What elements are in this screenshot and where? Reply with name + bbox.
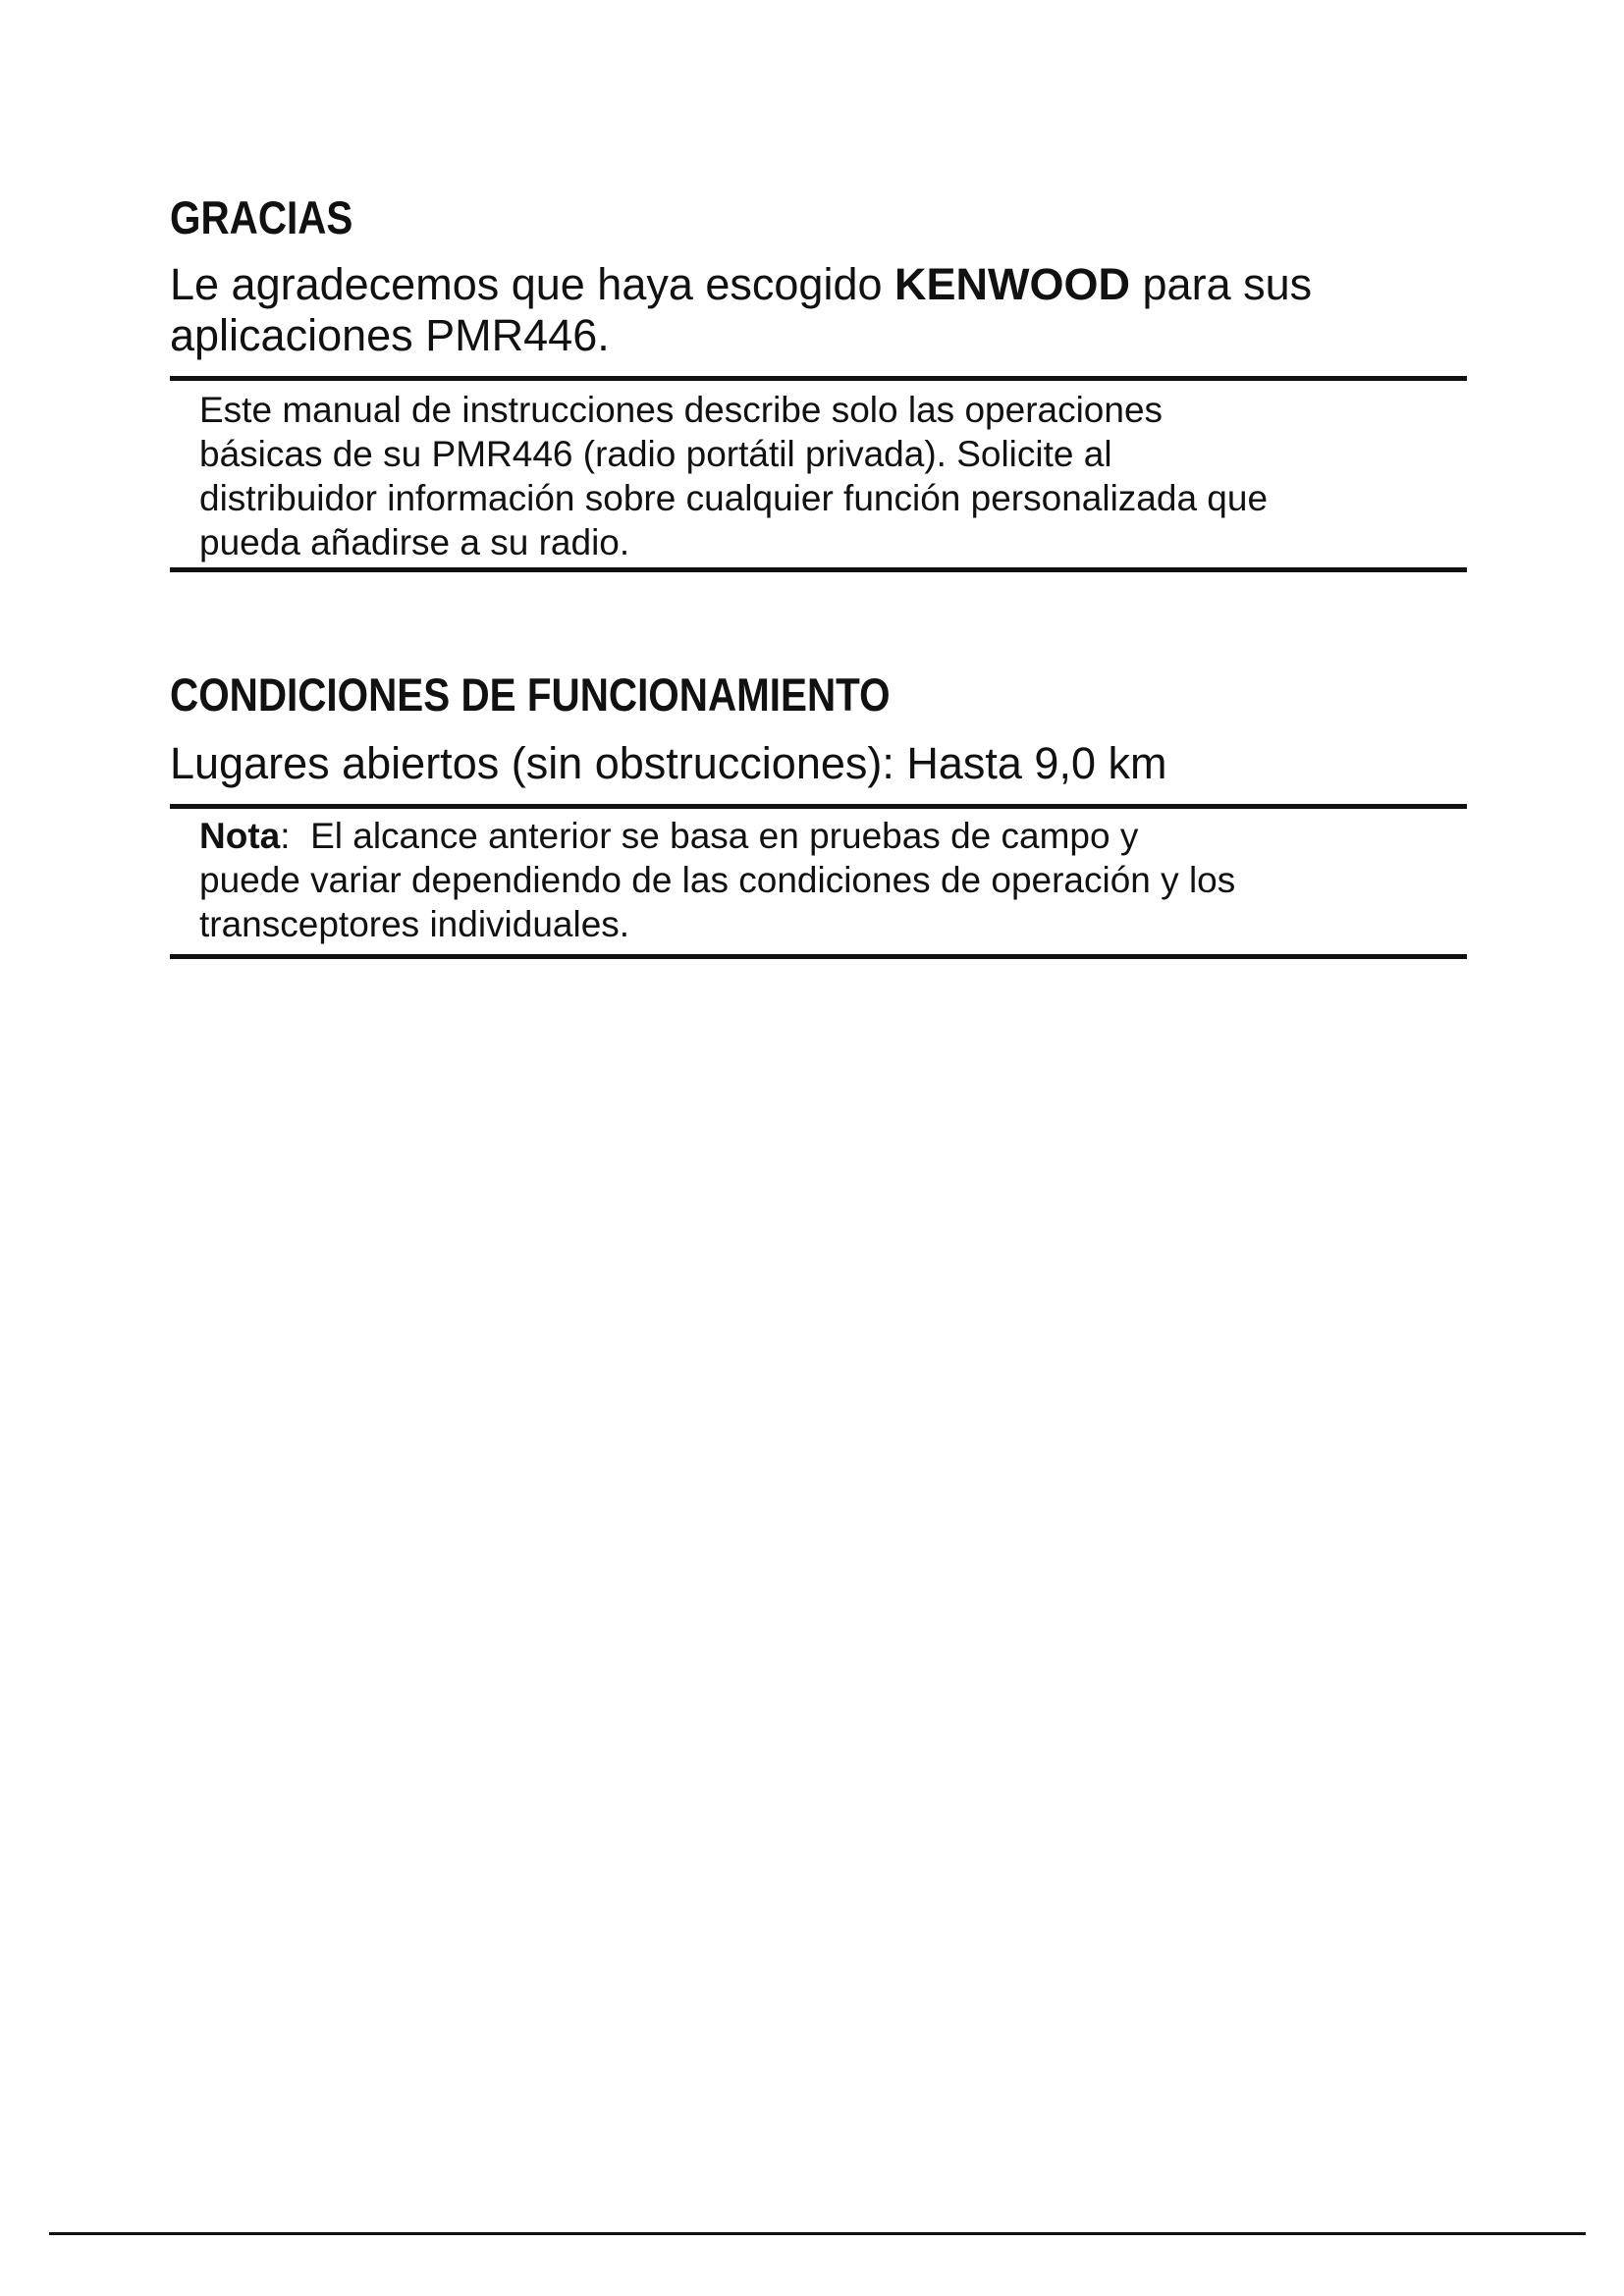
brand-name: KENWOOD: [894, 259, 1131, 309]
gracias-box-line: distribuidor información sobre cualquier función personalizada que: [199, 478, 1269, 518]
note-line: puede variar dependiendo de las condiciones de operación y los: [199, 860, 1236, 900]
gracias-lead-line1: [170, 259, 1312, 309]
gracias-lead-post: para sus: [1130, 259, 1313, 309]
gracias-lead-line2: aplicaciones PMR446.: [170, 310, 610, 360]
section-heading-condiciones: CONDICIONES DE FUNCIONAMIENTO: [170, 668, 891, 721]
section-heading-gracias: GRACIAS: [170, 191, 353, 243]
gracias-box-top-rule: [170, 376, 1467, 381]
gracias-lead-pre: Le agradecemos que haya escogido: [170, 259, 895, 309]
gracias-lead: [170, 259, 1312, 361]
note-box-bottom-rule: [170, 954, 1467, 959]
gracias-box-line: Este manual de instrucciones describe solo las operaciones: [199, 390, 1164, 430]
note-line: [199, 814, 1466, 858]
gracias-box-line: básicas de su PMR446 (radio portátil privada). Solicite al: [199, 434, 1112, 474]
gracias-box-line: pueda añadirse a su radio.: [199, 522, 630, 562]
note-line: transceptores individuales.: [199, 904, 630, 944]
footer-rule: [49, 2232, 1586, 2235]
note-box-top-rule: [170, 804, 1467, 809]
note-label: Nota: [199, 816, 281, 856]
note-text: : El alcance anterior se basa en pruebas de campo y: [280, 816, 1139, 856]
condiciones-lead: Lugares abiertos (sin obstrucciones): Hasta 9,0 km: [170, 738, 1167, 788]
gracias-info-box: [199, 388, 1466, 564]
gracias-box-bottom-rule: [170, 567, 1467, 572]
note-box: [199, 814, 1466, 946]
